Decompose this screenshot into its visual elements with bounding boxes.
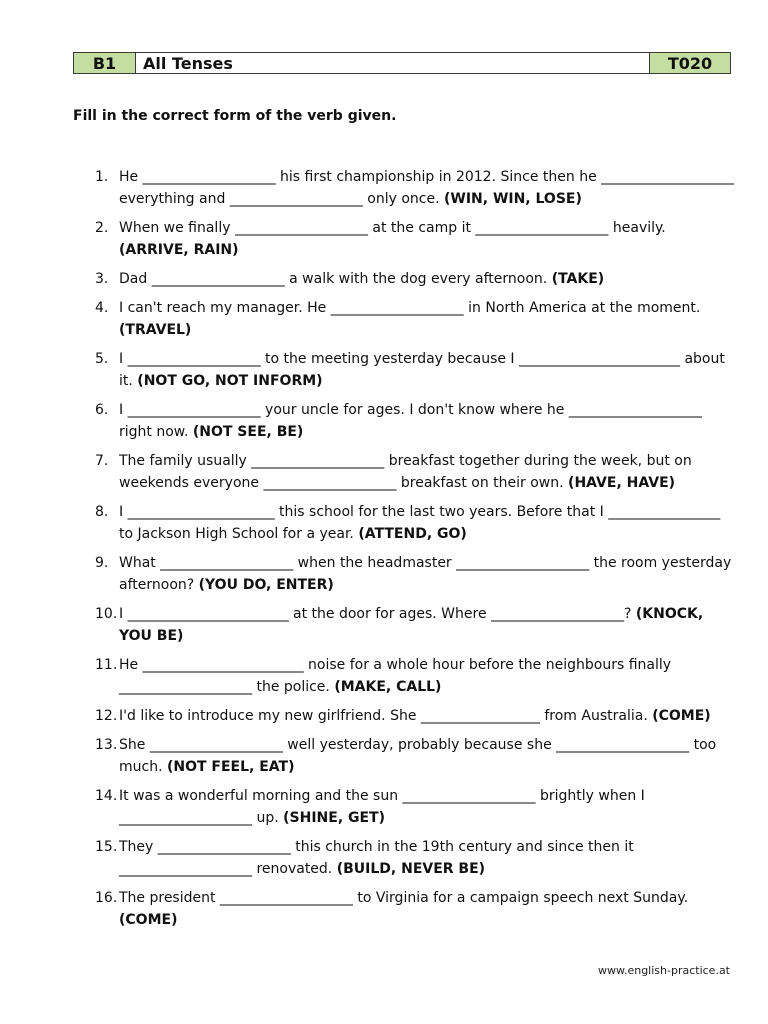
exercise-number: 14. [95, 788, 118, 804]
exercise-sentence: She ___________________ well yesterday, probably because she ___________________ too much. [119, 737, 717, 775]
exercise-text [119, 348, 735, 392]
exercise-number: 10. [95, 606, 118, 622]
exercise-verbs: (BUILD, NEVER BE) [336, 861, 486, 877]
exercise-text [119, 705, 735, 727]
exercise-item [95, 268, 735, 290]
exercise-number: 7. [95, 453, 109, 469]
exercise-sentence: When we finally ___________________ at the camp it ___________________ heavily. [119, 220, 666, 236]
exercise-item [95, 552, 735, 596]
footer-url: www.english-practice.at [597, 964, 730, 977]
exercise-sentence: The president ___________________ to Virginia for a campaign speech next Sunday. [119, 890, 689, 906]
level-label: B1 [74, 53, 136, 73]
exercise-text [119, 166, 735, 210]
exercise-text [119, 887, 735, 931]
exercise-sentence: I _______________________ at the door for ages. Where ___________________? [119, 606, 632, 622]
exercise-text [119, 734, 735, 778]
exercise-number: 4. [95, 300, 109, 316]
exercise-number: 16. [95, 890, 118, 906]
exercise-text [119, 297, 735, 341]
exercise-sentence: I ___________________ to the meeting yesterday because I _______________________ about it. [119, 351, 725, 389]
exercise-number: 6. [95, 402, 109, 418]
exercise-number: 1. [95, 169, 109, 185]
exercise-number: 12. [95, 708, 118, 724]
exercise-sentence: They ___________________ this church in the 19th century and since then it ___________________ renovated. [119, 839, 634, 877]
exercise-item [95, 450, 735, 494]
exercise-item [95, 734, 735, 778]
exercise-sentence: Dad ___________________ a walk with the dog every afternoon. [119, 271, 548, 287]
exercise-sentence: I can't reach my manager. He ___________________ in North America at the moment. [119, 300, 701, 316]
exercise-sentence: He ___________________ his first championship in 2012. Since then he ___________________ everything and ___________________ only once. [119, 169, 735, 207]
exercise-sentence: The family usually ___________________ breakfast together during the week, but on weekends everyone ___________________ breakfast on their own. [119, 453, 692, 491]
exercise-number: 8. [95, 504, 109, 520]
exercise-sentence: I ___________________ your uncle for ages. I don't know where he ___________________ right now. [119, 402, 702, 440]
exercise-text [119, 501, 735, 545]
exercise-verbs: (YOU DO, ENTER) [198, 577, 334, 593]
exercise-verbs: (ARRIVE, RAIN) [119, 242, 239, 258]
exercise-number: 2. [95, 220, 109, 236]
instruction-text: Fill in the correct form of the verb given. [73, 108, 397, 124]
exercise-text [119, 399, 735, 443]
exercise-sentence: What ___________________ when the headmaster ___________________ the room yesterday afternoon? [119, 555, 732, 593]
exercise-number: 5. [95, 351, 109, 367]
exercise-verbs: (NOT FEEL, EAT) [166, 759, 295, 775]
exercise-sentence: It was a wonderful morning and the sun ___________________ brightly when I ___________________ up. [119, 788, 645, 826]
exercise-text [119, 217, 735, 261]
exercise-verbs: (TAKE) [551, 271, 605, 287]
exercise-list [95, 166, 735, 938]
exercise-item [95, 348, 735, 392]
exercise-verbs: (NOT SEE, BE) [192, 424, 304, 440]
exercise-verbs: (COME) [652, 708, 711, 724]
exercise-item [95, 836, 735, 880]
worksheet-title: All Tenses [136, 53, 650, 73]
exercise-verbs: (COME) [119, 912, 178, 928]
exercise-number: 11. [95, 657, 118, 673]
exercise-item [95, 399, 735, 443]
exercise-verbs: (KNOCK, YOU BE) [119, 606, 704, 644]
exercise-text [119, 268, 735, 290]
exercise-text [119, 552, 735, 596]
exercise-item [95, 217, 735, 261]
exercise-text [119, 450, 735, 494]
exercise-verbs: (ATTEND, GO) [358, 526, 467, 542]
exercise-verbs: (WIN, WIN, LOSE) [443, 191, 582, 207]
exercise-sentence: I _____________________ this school for the last two years. Before that I ________________ to Jackson High School for a year. [119, 504, 721, 542]
exercise-text [119, 654, 735, 698]
exercise-number: 9. [95, 555, 109, 571]
exercise-verbs: (MAKE, CALL) [334, 679, 442, 695]
exercise-verbs: (SHINE, GET) [283, 810, 386, 826]
exercise-number: 13. [95, 737, 118, 753]
exercise-text [119, 785, 735, 829]
exercise-sentence: I'd like to introduce my new girlfriend. She _________________ from Australia. [119, 708, 648, 724]
exercise-item [95, 603, 735, 647]
exercise-text [119, 836, 735, 880]
worksheet-code: T020 [650, 53, 730, 73]
exercise-item [95, 297, 735, 341]
exercise-sentence: He _______________________ noise for a whole hour before the neighbours finally ___________________ the police. [119, 657, 672, 695]
exercise-item [95, 887, 735, 931]
exercise-item [95, 705, 735, 727]
exercise-verbs: (NOT GO, NOT INFORM) [137, 373, 323, 389]
exercise-verbs: (TRAVEL) [119, 322, 192, 338]
exercise-item [95, 501, 735, 545]
exercise-number: 15. [95, 839, 118, 855]
exercise-verbs: (HAVE, HAVE) [568, 475, 676, 491]
exercise-text [119, 603, 735, 647]
exercise-number: 3. [95, 271, 109, 287]
worksheet-header [73, 52, 731, 74]
exercise-item [95, 785, 735, 829]
exercise-item [95, 166, 735, 210]
exercise-item [95, 654, 735, 698]
